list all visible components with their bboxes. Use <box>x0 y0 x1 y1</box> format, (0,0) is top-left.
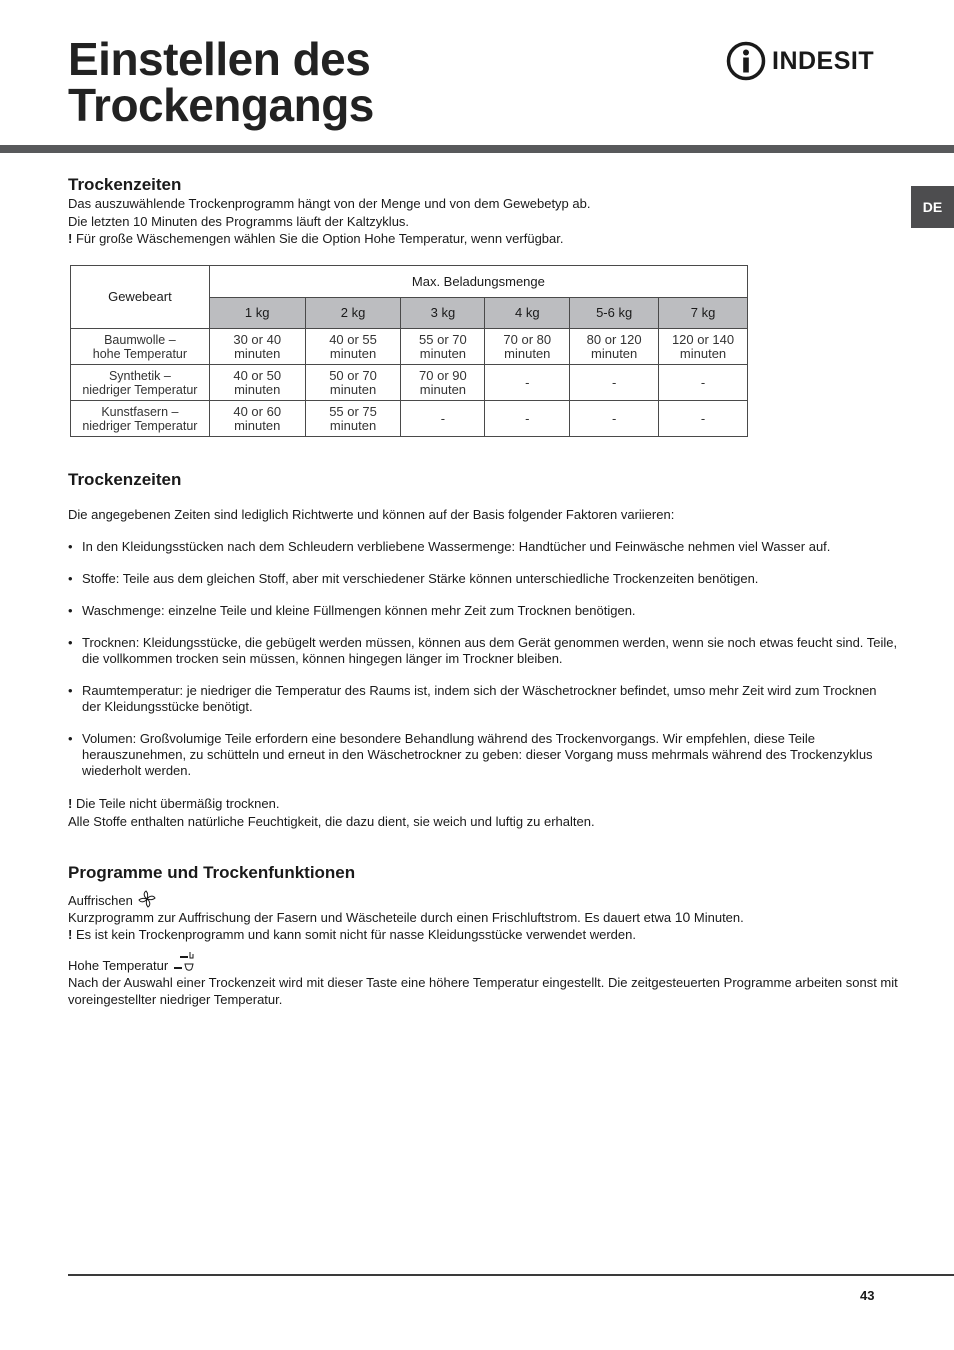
table-cell: 70 or 80 minuten <box>485 329 570 365</box>
bullet-icon: • <box>68 571 73 586</box>
table-cell: 55 or 70 minuten <box>401 329 485 365</box>
table-row <box>71 365 748 401</box>
table-header-fabric: Gewebeart <box>71 266 210 329</box>
table-cell: 40 or 60 minuten <box>209 401 305 437</box>
programs-functions-section <box>68 863 898 1008</box>
warning-mark: ! <box>68 231 73 246</box>
table-header-kg: 2 kg <box>305 298 401 329</box>
refresh-title: Auffrischen <box>68 889 898 909</box>
table-cell: 70 or 90 minuten <box>401 365 485 401</box>
note-moisture: Alle Stoffe enthalten natürliche Feuchtigkeit, die dazu dient, sie weich und luftig zu erhalten. <box>68 814 595 829</box>
table-row-label: Synthetik – niedriger Temperatur <box>71 365 210 401</box>
section-heading-programs: Programme und Trockenfunktionen <box>68 863 356 882</box>
title-line-1: Einstellen des <box>68 33 371 85</box>
warning-mark: ! <box>68 796 73 811</box>
page-title <box>68 33 374 131</box>
table-row-label: Baumwolle – hohe Temperatur <box>71 329 210 365</box>
footer-rule <box>68 1274 954 1276</box>
high-temperature-description: Nach der Auswahl einer Trockenzeit wird mit dieser Taste eine höhere Temperatur eingestellt. Die zeitgesteuerten Programme arbeiten sonst mit voreingestellter niedriger Temperatur. <box>68 975 898 1007</box>
high-temperature-icon <box>171 950 197 974</box>
page-number: 43 <box>860 1288 875 1303</box>
table-header-kg: 7 kg <box>659 298 748 329</box>
intro-line-1: Das auszuwählende Trockenprogramm hängt von der Menge und von dem Gewebetyp ab. <box>68 196 591 211</box>
table-cell: - <box>570 401 659 437</box>
list-item: • Raumtemperatur: je niedriger die Temperatur des Raums ist, indem sich der Wäschetrockner befindet, umso mehr Zeit wird zum Trocknen der Kleidungsstücke benötigt. <box>68 683 877 714</box>
table-cell: - <box>659 365 748 401</box>
bullet-icon: • <box>68 635 73 650</box>
table-cell: 80 or 120 minuten <box>570 329 659 365</box>
table-cell: 50 or 70 minuten <box>305 365 401 401</box>
table-header-kg: 5-6 kg <box>570 298 659 329</box>
table-cell: - <box>485 365 570 401</box>
table-cell: 30 or 40 minuten <box>209 329 305 365</box>
table-header-kg: 3 kg <box>401 298 485 329</box>
drying-times-table <box>70 265 748 437</box>
list-item: • In den Kleidungsstücken nach dem Schleudern verbliebene Wassermenge: Handtücher und Feinwäsche nehmen viel Wasser auf. <box>68 539 831 554</box>
bullet-icon: • <box>68 603 73 618</box>
list-item: • Stoffe: Teile aus dem gleichen Stoff, aber mit verschiedener Stärke können unterschiedliche Trockenzeiten benötigen. <box>68 571 759 586</box>
table-cell: 55 or 75 minuten <box>305 401 401 437</box>
language-badge: DE <box>911 186 954 228</box>
table-cell: - <box>659 401 748 437</box>
factors-intro: Die angegebenen Zeiten sind lediglich Richtwerte und können auf der Basis folgender Faktoren variieren: <box>68 507 675 522</box>
high-temperature-title: Hohe Temperatur <box>68 950 898 974</box>
bullet-icon: • <box>68 731 73 746</box>
table-cell: 120 or 140 minuten <box>659 329 748 365</box>
list-item: • Volumen: Großvolumige Teile erfordern eine besondere Behandlung während des Trockenvorgangs. Wir empfehlen, diese Teile herauszunehmen, zu schütteln und erneut in den Wäschetrockner zu geben: dieser Vorgang muss mehrmals während des Trockenzyklus wiederholt werden. <box>68 731 873 778</box>
warning-mark: ! <box>68 927 73 942</box>
refresh-description: Kurzprogramm zur Auffrischung der Fasern und Wäscheteile durch einen Frischluftstrom. Es dauert etwa 10 Minuten. <box>68 909 744 925</box>
intro-line-2: Die letzten 10 Minuten des Programms läuft der Kaltzyklus. <box>68 213 410 229</box>
refresh-warning: ! Es ist kein Trockenprogramm und kann somit nicht für nasse Kleidungsstücke verwendet werden. <box>68 927 636 942</box>
table-header-load: Max. Beladungsmenge <box>209 266 747 298</box>
drying-times-intro <box>68 175 898 248</box>
table-row-label: Kunstfasern – niedriger Temperatur <box>71 401 210 437</box>
table-row <box>71 401 748 437</box>
table-cell: - <box>401 401 485 437</box>
table-row <box>71 329 748 365</box>
bullet-icon: • <box>68 539 73 554</box>
bullet-icon: • <box>68 683 73 698</box>
table-header-kg: 1 kg <box>209 298 305 329</box>
title-line-2: Trockengangs <box>68 79 374 131</box>
list-item: • Trocknen: Kleidungsstücke, die gebügelt werden müssen, können aus dem Gerät genommen werden, wenn sie noch etwas feucht sind. Teile, die vollkommen trocken sein müssen, können hingegen länger im Trockner bleiben. <box>68 635 898 666</box>
section-heading-drying-times-2: Trockenzeiten <box>68 470 182 489</box>
factors-list <box>68 539 898 779</box>
table-cell: 40 or 50 minuten <box>209 365 305 401</box>
table-cell: 40 or 55 minuten <box>305 329 401 365</box>
section-heading-drying-times: Trockenzeiten <box>68 175 182 194</box>
intro-warning <box>68 230 898 248</box>
note-over-dry: ! Die Teile nicht übermäßig trocknen. <box>68 796 280 811</box>
table-cell: - <box>570 365 659 401</box>
brand-name: INDESIT <box>772 46 875 75</box>
table-cell: - <box>485 401 570 437</box>
intro-line-3: Für große Wäschemengen wählen Sie die Option Hohe Temperatur, wenn verfügbar. <box>72 231 564 246</box>
list-item: • Waschmenge: einzelne Teile und kleine Füllmengen können mehr Zeit zum Trocknen benötigen. <box>68 603 636 618</box>
header-rule <box>0 145 954 153</box>
drying-factors-section <box>68 470 898 831</box>
fan-icon <box>136 889 158 909</box>
indesit-logo-icon <box>726 41 766 81</box>
brand-logo <box>726 40 874 82</box>
table-header-kg: 4 kg <box>485 298 570 329</box>
